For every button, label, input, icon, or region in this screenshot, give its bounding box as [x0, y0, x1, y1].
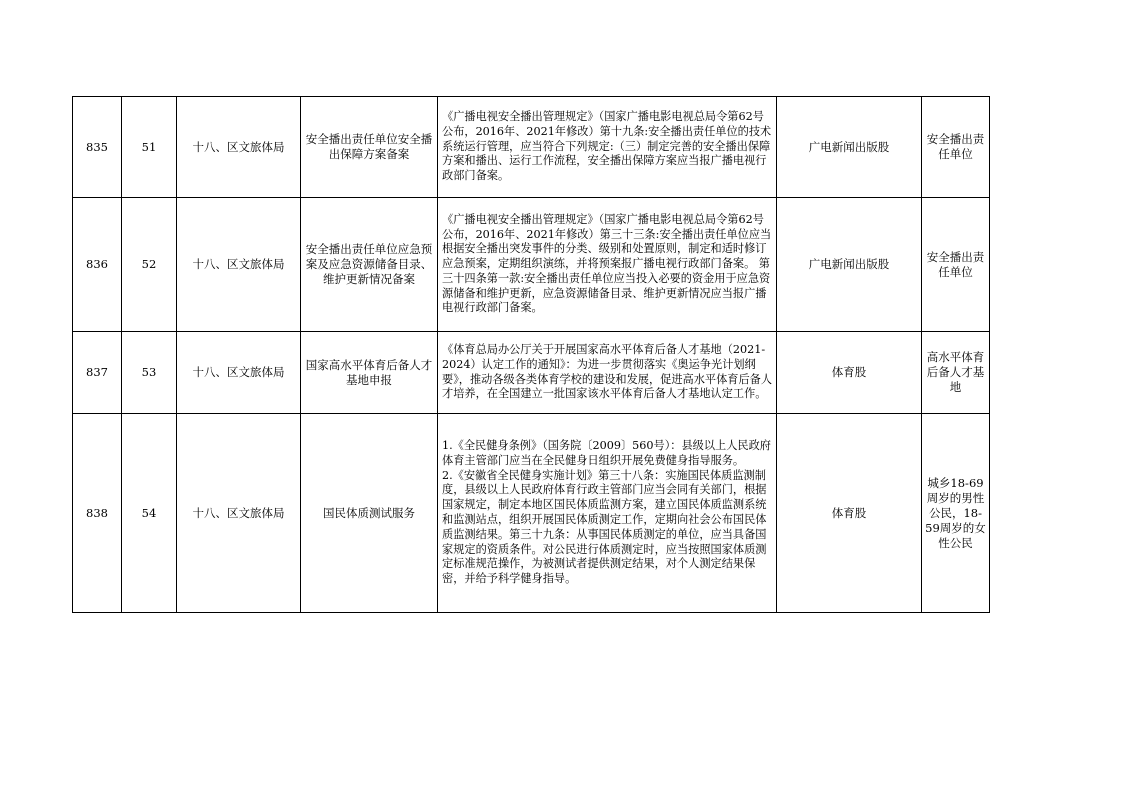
legal-basis-text: 2.《安徽省全民健身实施计划》第三十八条：实施国民体质监测制度，县级以上人民政府体育行政主管部门应当会同有关部门，根据国家规定，制定本地区国民体质监测方案，建立国民体质监测系统和监测站点，组织开展国民体质测定工作，定期向社会公布国民体质监测结果。第三十九条：从事国民体质测定的单位，应当具备国家规定的资质条件。对公民进行体质测定时，应当按照国家体质测定标准规范操作，为被测试者提供测定结果，对个人测定结果保密，并给予科学健身指导。 [442, 468, 767, 586]
item-name-cell: 安全播出责任单位应急预案及应急资源储备目录、维护更新情况备案 [301, 198, 438, 332]
responsible-office-cell: 广电新闻出版股 [777, 97, 922, 198]
department-cell: 十八、区文旅体局 [177, 198, 301, 332]
target-cell: 高水平体育后备人才基地 [922, 332, 990, 414]
item-name-cell: 国民体质测试服务 [301, 414, 438, 613]
item-name-cell: 国家高水平体育后备人才基地申报 [301, 332, 438, 414]
legal-basis-cell [438, 414, 777, 613]
seq-cell: 836 [73, 198, 122, 332]
table-row [73, 97, 990, 198]
legal-basis-text: 《广播电视安全播出管理规定》（国家广播电影电视总局令第62号公布，2016年、2021年修改）第十九条:安全播出责任单位的技术系统运行管理，应当符合下列规定:（三）制定完善的安全播出保障方案和播出、运行工作流程，安全播出保障方案应当报广播电视行政部门备案。 [442, 110, 772, 183]
seq-cell: 837 [73, 332, 122, 414]
legal-basis-cell [438, 332, 777, 414]
seq-cell: 835 [73, 97, 122, 198]
service-items-table [72, 96, 990, 613]
table-row [73, 198, 990, 332]
sub-seq-cell: 52 [122, 198, 177, 332]
target-cell: 安全播出责任单位 [922, 198, 990, 332]
responsible-office-cell: 体育股 [777, 414, 922, 613]
sub-seq-cell: 51 [122, 97, 177, 198]
table-row [73, 332, 990, 414]
department-cell: 十八、区文旅体局 [177, 332, 301, 414]
legal-basis-cell [438, 198, 777, 332]
department-cell: 十八、区文旅体局 [177, 414, 301, 613]
sub-seq-cell: 54 [122, 414, 177, 613]
target-cell: 安全播出责任单位 [922, 97, 990, 198]
item-name-cell: 安全播出责任单位安全播出保障方案备案 [301, 97, 438, 198]
table-row [73, 414, 990, 613]
responsible-office-cell: 体育股 [777, 332, 922, 414]
legal-basis-text: 1.《全民健身条例》（国务院〔2009〕560号）：县级以上人民政府体育主管部门应当在全民健身日组织开展免费健身指导服务。 [442, 439, 771, 467]
seq-cell: 838 [73, 414, 122, 613]
legal-basis-text: 《体育总局办公厅关于开展国家高水平体育后备人才基地（2021-2024）认定工作的通知》：为进一步贯彻落实《奥运争光计划纲要》，推动各级各类体育学校的建设和发展，促进高水平体育后备人才培养，在全国建立一批国家该水平体育后备人才基地认定工作。 [442, 342, 773, 401]
legal-basis-cell [438, 97, 777, 198]
target-cell: 城乡18-69周岁的男性公民，18-59周岁的女性公民 [922, 414, 990, 613]
sub-seq-cell: 53 [122, 332, 177, 414]
legal-basis-text: 《广播电视安全播出管理规定》（国家广播电影电视总局令第62号公布，2016年、2021年修改）第三十三条:安全播出责任单位应当根据安全播出突发事件的分类、级别和处置原则，制定和适时修订应急预案，定期组织演练，并将预案报广播电视行政部门备案。 第三十四条第一款:安全播出责任单位应当投入必要的资金用于应急资源储备和维护更新，应急资源储备目录、维护更新情况应当报广播电视行政部门备案。 [442, 212, 772, 315]
responsible-office-cell: 广电新闻出版股 [777, 198, 922, 332]
department-cell: 十八、区文旅体局 [177, 97, 301, 198]
